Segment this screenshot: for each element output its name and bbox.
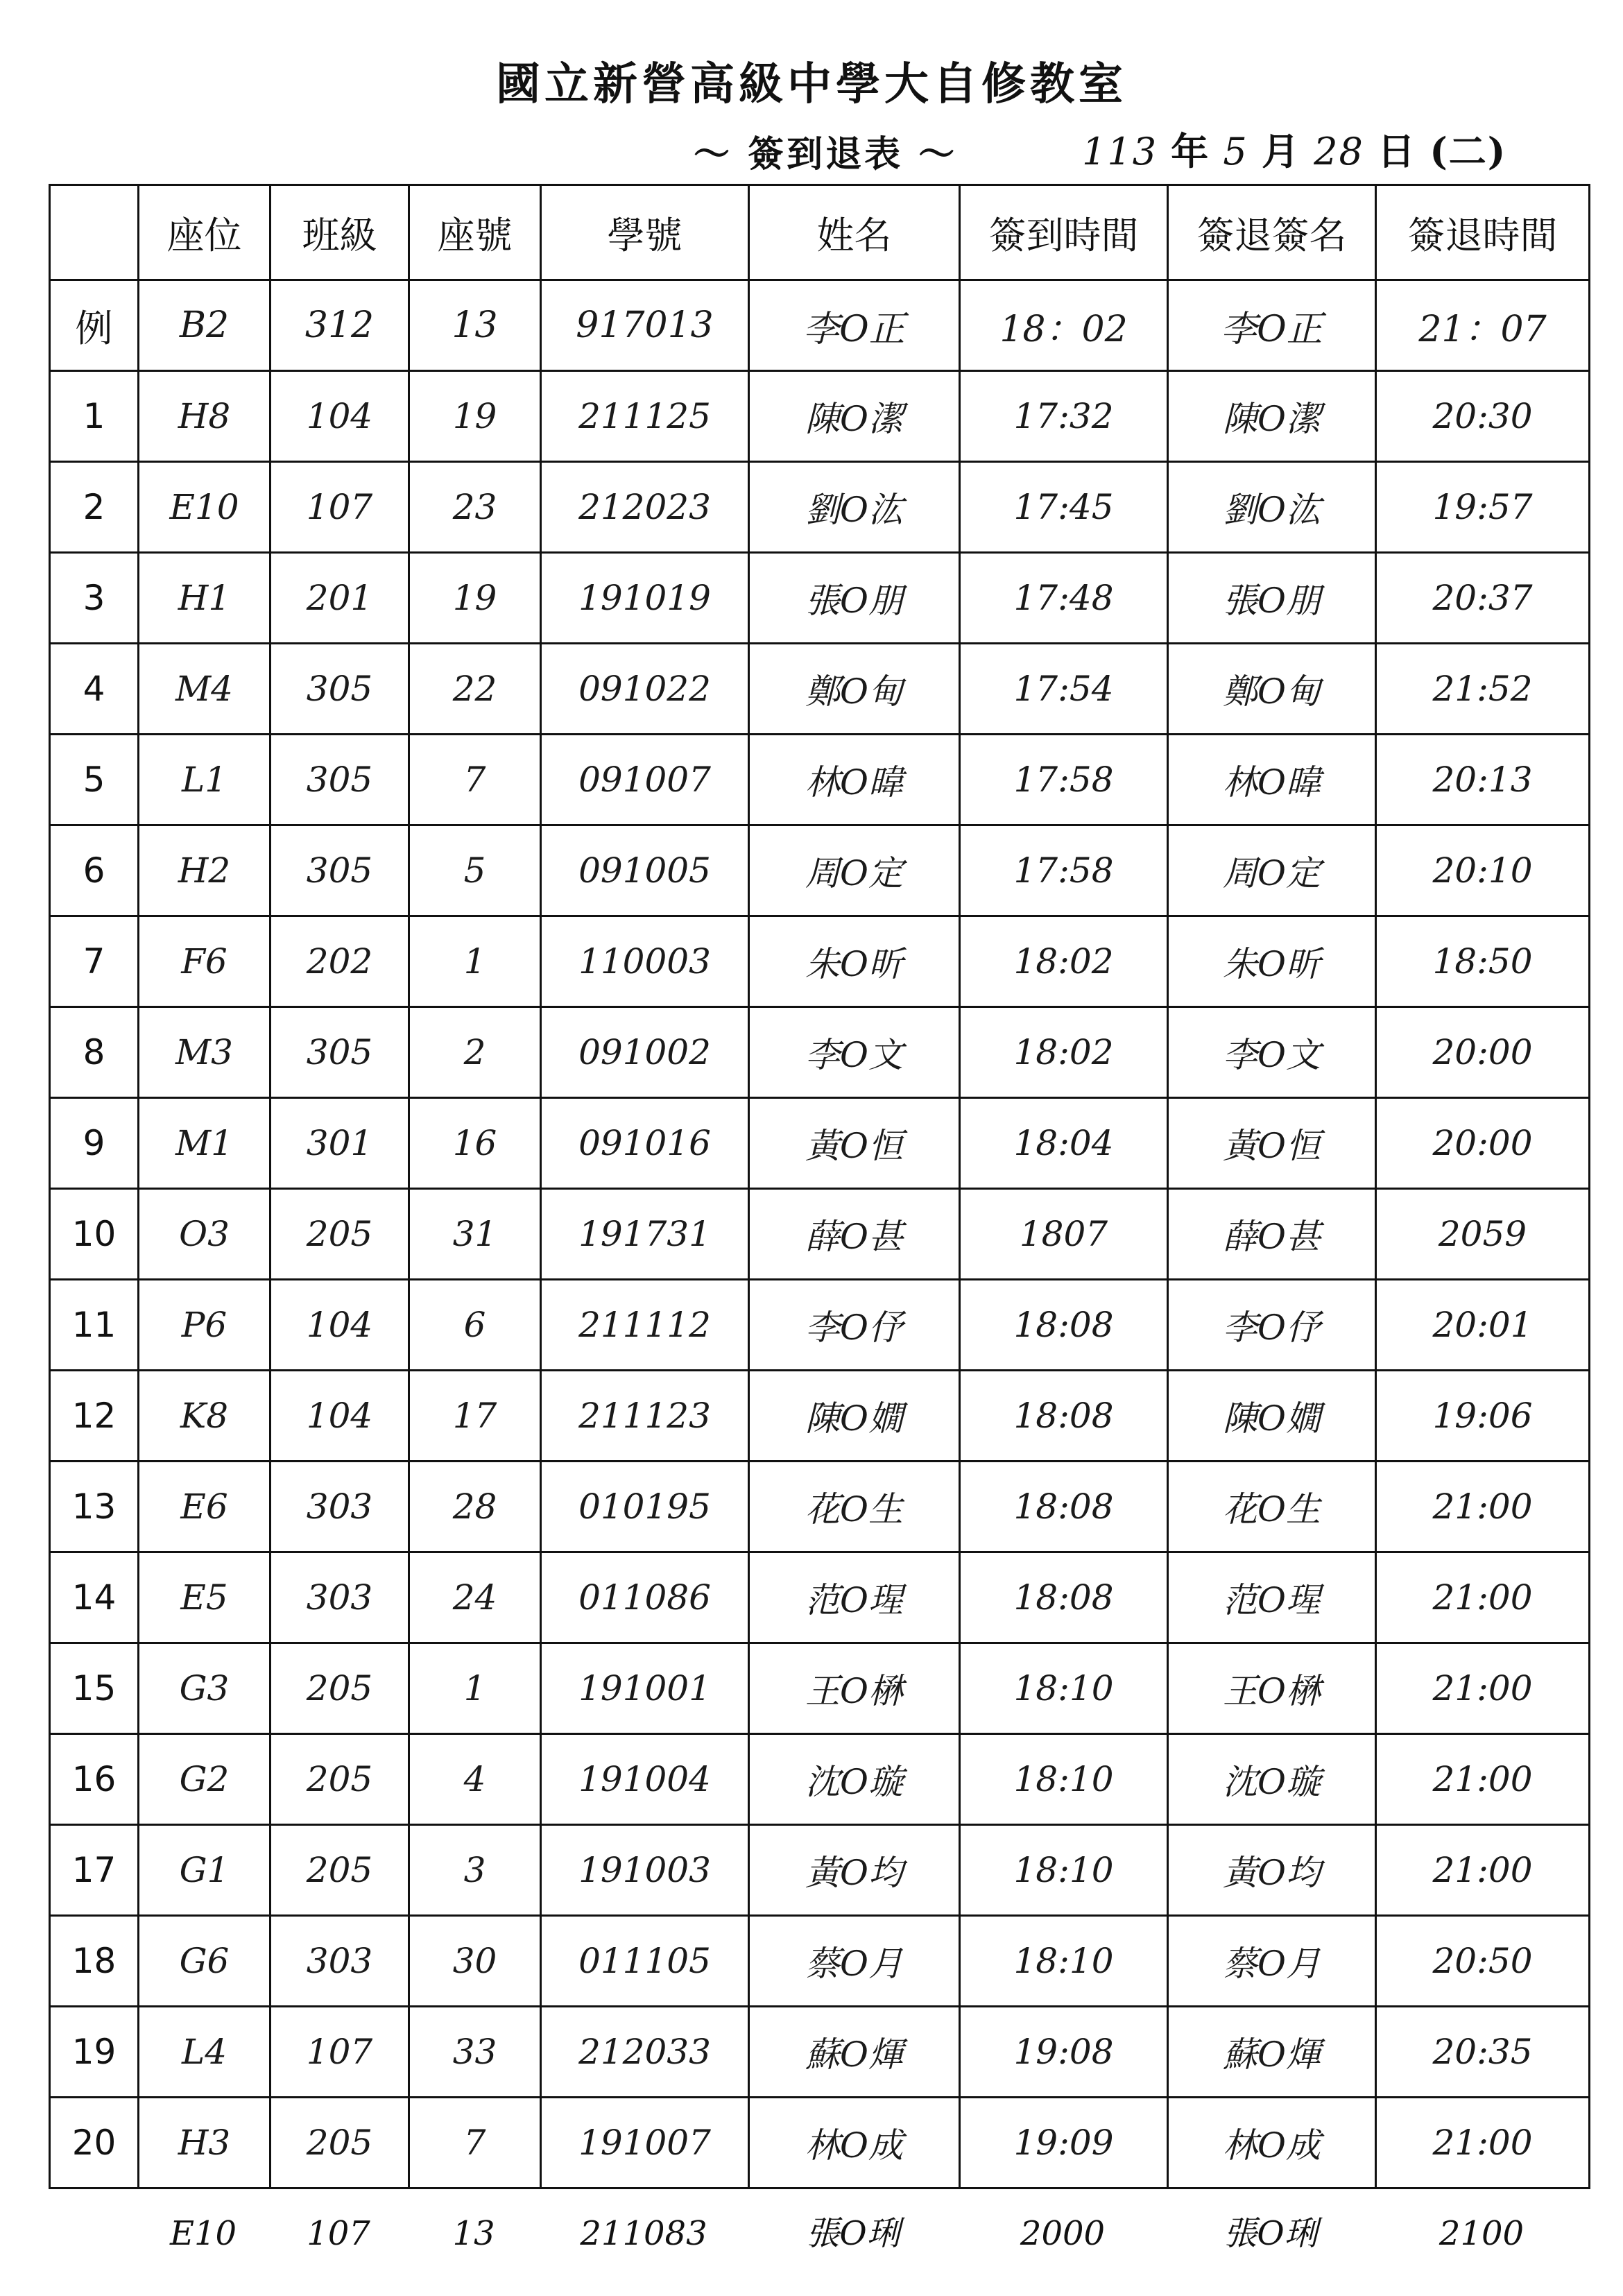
- cell-seat-no: 31: [409, 1189, 541, 1280]
- cell-seat: P6: [139, 1280, 270, 1371]
- cell-class: 205: [270, 2098, 409, 2188]
- cell-sign-in-time: 18:02: [960, 1007, 1168, 1098]
- cell-student-id: 191003: [541, 1825, 749, 1916]
- row-index: 6: [50, 825, 139, 916]
- table-row: [50, 1098, 1590, 1189]
- table-row: [50, 916, 1590, 1007]
- row-index: 20: [50, 2098, 139, 2188]
- cell-sign-out-signature: 蘇O煇: [1168, 2007, 1376, 2098]
- header-row: [50, 185, 1590, 280]
- cell-student-id: 010195: [541, 1462, 749, 1552]
- cell-name: 李O文: [749, 1007, 960, 1098]
- cell-sign-out-signature: 薛O甚: [1168, 1189, 1376, 1280]
- extra-row: [49, 2195, 1588, 2272]
- cell-sign-out-signature: 沈O璇: [1168, 1734, 1376, 1825]
- sign-in-table: [49, 184, 1590, 2189]
- cell-class: 104: [270, 371, 409, 462]
- extra-seat: E10: [169, 2214, 237, 2253]
- cell-student-id: 917013: [541, 280, 749, 371]
- cell-student-id: 212023: [541, 462, 749, 553]
- row-index: 16: [50, 1734, 139, 1825]
- cell-class: 205: [270, 1643, 409, 1734]
- cell-student-id: 212033: [541, 2007, 749, 2098]
- cell-student-id: 011086: [541, 1552, 749, 1643]
- table-row: [50, 2098, 1590, 2188]
- cell-sign-in-time: 1807: [960, 1189, 1168, 1280]
- cell-sign-out-signature: 李O文: [1168, 1007, 1376, 1098]
- cell-name: 林O暐: [749, 735, 960, 825]
- date-weekday: (二): [1429, 129, 1507, 173]
- cell-class: 305: [270, 825, 409, 916]
- cell-seat: G3: [139, 1643, 270, 1734]
- cell-seat: H8: [139, 371, 270, 462]
- cell-sign-out-signature: 鄭O甸: [1168, 644, 1376, 735]
- cell-sign-out-signature: 周O定: [1168, 825, 1376, 916]
- table-row: [50, 371, 1590, 462]
- table-row: [50, 1552, 1590, 1643]
- table-row: [50, 1280, 1590, 1371]
- cell-seat-no: 7: [409, 735, 541, 825]
- table-row: [50, 1643, 1590, 1734]
- cell-name: 陳O嫺: [749, 1371, 960, 1462]
- cell-class: 301: [270, 1098, 409, 1189]
- cell-name: 黃O恒: [749, 1098, 960, 1189]
- cell-seat: M3: [139, 1007, 270, 1098]
- cell-seat: E10: [139, 462, 270, 553]
- cell-student-id: 091007: [541, 735, 749, 825]
- cell-class: 305: [270, 1007, 409, 1098]
- cell-class: 312: [270, 280, 409, 371]
- cell-seat-no: 2: [409, 1007, 541, 1098]
- cell-sign-in-time: 19:09: [960, 2098, 1168, 2188]
- row-index: 4: [50, 644, 139, 735]
- cell-seat-no: 13: [409, 280, 541, 371]
- cell-name: 劉O汯: [749, 462, 960, 553]
- extra-index: [49, 2195, 137, 2272]
- table-row: [50, 1189, 1590, 1280]
- cell-class: 107: [270, 462, 409, 553]
- cell-class: 205: [270, 1189, 409, 1280]
- cell-sign-in-time: 17:45: [960, 462, 1168, 553]
- cell-seat-no: 5: [409, 825, 541, 916]
- cell-name: 林O成: [749, 2098, 960, 2188]
- table-row: [50, 825, 1590, 916]
- cell-name: 李O伃: [749, 1280, 960, 1371]
- form-title: 國立新營高級中學大自修教室: [496, 58, 1127, 110]
- cell-seat-no: 33: [409, 2007, 541, 2098]
- cell-student-id: 091002: [541, 1007, 749, 1098]
- date-month-unit: 月: [1261, 129, 1300, 173]
- date-year-unit: 年: [1171, 129, 1210, 173]
- cell-sign-out-time: 21:00: [1376, 1462, 1590, 1552]
- cell-sign-out-time: 21:00: [1376, 1643, 1590, 1734]
- col-sign-in-time: 簽到時間: [960, 185, 1168, 280]
- cell-sign-out-time: 20:00: [1376, 1007, 1590, 1098]
- extra-sign-out-signature: 張O琍: [1223, 2214, 1318, 2253]
- cell-seat: H1: [139, 553, 270, 644]
- cell-name: 花O生: [749, 1462, 960, 1552]
- row-index: 例: [50, 280, 139, 371]
- cell-class: 303: [270, 1916, 409, 2007]
- form-subtitle: ～ 簽到退表 ～: [694, 133, 958, 175]
- cell-sign-out-time: 20:50: [1376, 1916, 1590, 2007]
- extra-sign-in-time: 2000: [1020, 2214, 1106, 2253]
- cell-student-id: 091022: [541, 644, 749, 735]
- cell-sign-out-time: 20:30: [1376, 371, 1590, 462]
- cell-seat: B2: [139, 280, 270, 371]
- row-index: 2: [50, 462, 139, 553]
- row-index: 11: [50, 1280, 139, 1371]
- cell-seat: O3: [139, 1189, 270, 1280]
- cell-student-id: 191731: [541, 1189, 749, 1280]
- cell-sign-out-signature: 王O楙: [1168, 1643, 1376, 1734]
- col-sign-out-signature: 簽退簽名: [1168, 185, 1376, 280]
- cell-sign-in-time: 18:08: [960, 1552, 1168, 1643]
- cell-sign-in-time: 18:10: [960, 1643, 1168, 1734]
- cell-sign-out-signature: 林O成: [1168, 2098, 1376, 2188]
- table-row: [50, 462, 1590, 553]
- cell-sign-out-time: 20:13: [1376, 735, 1590, 825]
- cell-student-id: 211125: [541, 371, 749, 462]
- row-index: 13: [50, 1462, 139, 1552]
- cell-seat: E5: [139, 1552, 270, 1643]
- cell-seat: L1: [139, 735, 270, 825]
- cell-sign-in-time: 18:10: [960, 1825, 1168, 1916]
- row-index: 9: [50, 1098, 139, 1189]
- table-row: [50, 1734, 1590, 1825]
- cell-student-id: 091016: [541, 1098, 749, 1189]
- cell-sign-out-time: 21:00: [1376, 1552, 1590, 1643]
- cell-class: 202: [270, 916, 409, 1007]
- cell-sign-in-time: 17:58: [960, 735, 1168, 825]
- col-index: [50, 185, 139, 280]
- table-row: [50, 1007, 1590, 1098]
- col-student-id: 學號: [541, 185, 749, 280]
- cell-sign-out-time: 19:06: [1376, 1371, 1590, 1462]
- cell-class: 104: [270, 1280, 409, 1371]
- cell-sign-out-signature: 朱O昕: [1168, 916, 1376, 1007]
- cell-sign-in-time: 18:08: [960, 1462, 1168, 1552]
- cell-sign-in-time: 18:10: [960, 1916, 1168, 2007]
- cell-seat-no: 17: [409, 1371, 541, 1462]
- date-day: 28: [1314, 130, 1364, 173]
- cell-name: 王O楙: [749, 1643, 960, 1734]
- cell-name: 沈O璇: [749, 1734, 960, 1825]
- cell-seat: G2: [139, 1734, 270, 1825]
- form-date: [1082, 122, 1506, 175]
- cell-seat: M4: [139, 644, 270, 735]
- cell-sign-in-time: 17:48: [960, 553, 1168, 644]
- extra-class: 107: [307, 2214, 370, 2253]
- cell-sign-in-time: 18:10: [960, 1734, 1168, 1825]
- cell-name: 蘇O煇: [749, 2007, 960, 2098]
- extra-sign-out-time: 2100: [1439, 2214, 1525, 2253]
- cell-sign-in-time: 19:08: [960, 2007, 1168, 2098]
- cell-seat: F6: [139, 916, 270, 1007]
- cell-seat-no: 16: [409, 1098, 541, 1189]
- cell-sign-out-signature: 李O正: [1168, 280, 1376, 371]
- cell-sign-out-signature: 陳O嫺: [1168, 1371, 1376, 1462]
- row-index: 15: [50, 1643, 139, 1734]
- cell-name: 薛O甚: [749, 1189, 960, 1280]
- cell-name: 李O正: [749, 280, 960, 371]
- cell-sign-in-time: 17:32: [960, 371, 1168, 462]
- cell-sign-out-time: 21:00: [1376, 1825, 1590, 1916]
- cell-sign-in-time: 18:04: [960, 1098, 1168, 1189]
- cell-class: 305: [270, 644, 409, 735]
- cell-sign-out-signature: 劉O汯: [1168, 462, 1376, 553]
- cell-sign-out-signature: 陳O潔: [1168, 371, 1376, 462]
- cell-name: 黃O均: [749, 1825, 960, 1916]
- cell-name: 張O朋: [749, 553, 960, 644]
- cell-student-id: 011105: [541, 1916, 749, 2007]
- row-index: 19: [50, 2007, 139, 2098]
- cell-sign-out-signature: 范O瑆: [1168, 1552, 1376, 1643]
- cell-name: 范O瑆: [749, 1552, 960, 1643]
- cell-sign-out-signature: 黃O恒: [1168, 1098, 1376, 1189]
- cell-seat-no: 6: [409, 1280, 541, 1371]
- col-seat: 座位: [139, 185, 270, 280]
- cell-student-id: 110003: [541, 916, 749, 1007]
- cell-sign-in-time: 17:58: [960, 825, 1168, 916]
- cell-student-id: 091005: [541, 825, 749, 916]
- date-month: 5: [1223, 130, 1248, 173]
- cell-student-id: 191019: [541, 553, 749, 644]
- cell-sign-out-time: 19:57: [1376, 462, 1590, 553]
- date-year: 113: [1082, 130, 1158, 173]
- cell-sign-out-signature: 黃O均: [1168, 1825, 1376, 1916]
- cell-seat-no: 30: [409, 1916, 541, 2007]
- cell-sign-out-time: 20:00: [1376, 1098, 1590, 1189]
- table-row: [50, 1825, 1590, 1916]
- cell-class: 205: [270, 1825, 409, 1916]
- cell-seat-no: 1: [409, 916, 541, 1007]
- cell-seat-no: 24: [409, 1552, 541, 1643]
- row-index: 5: [50, 735, 139, 825]
- cell-name: 鄭O甸: [749, 644, 960, 735]
- col-seat-no: 座號: [409, 185, 541, 280]
- cell-class: 305: [270, 735, 409, 825]
- cell-seat-no: 1: [409, 1643, 541, 1734]
- date-day-unit: 日: [1377, 129, 1417, 173]
- cell-class: 104: [270, 1371, 409, 1462]
- cell-sign-out-signature: 林O暐: [1168, 735, 1376, 825]
- cell-sign-out-time: 21：07: [1376, 280, 1590, 371]
- row-index: 18: [50, 1916, 139, 2007]
- cell-sign-out-signature: 李O伃: [1168, 1280, 1376, 1371]
- cell-class: 205: [270, 1734, 409, 1825]
- row-index: 3: [50, 553, 139, 644]
- cell-seat: E6: [139, 1462, 270, 1552]
- cell-student-id: 211123: [541, 1371, 749, 1462]
- cell-seat-no: 19: [409, 371, 541, 462]
- cell-sign-out-time: 21:52: [1376, 644, 1590, 735]
- table-row: [50, 1916, 1590, 2007]
- col-name: 姓名: [749, 185, 960, 280]
- cell-sign-in-time: 18:02: [960, 916, 1168, 1007]
- cell-name: 蔡O月: [749, 1916, 960, 2007]
- row-index: 14: [50, 1552, 139, 1643]
- cell-sign-in-time: 18：02: [960, 280, 1168, 371]
- cell-seat-no: 19: [409, 553, 541, 644]
- row-index: 7: [50, 916, 139, 1007]
- table-row: [50, 644, 1590, 735]
- row-index: 1: [50, 371, 139, 462]
- cell-sign-out-signature: 花O生: [1168, 1462, 1376, 1552]
- cell-seat-no: 22: [409, 644, 541, 735]
- cell-seat-no: 28: [409, 1462, 541, 1552]
- cell-sign-out-time: 20:35: [1376, 2007, 1590, 2098]
- cell-class: 303: [270, 1462, 409, 1552]
- col-class: 班級: [270, 185, 409, 280]
- cell-sign-out-time: 21:00: [1376, 2098, 1590, 2188]
- cell-sign-out-time: 20:37: [1376, 553, 1590, 644]
- cell-seat: K8: [139, 1371, 270, 1462]
- extra-name: 張O琍: [806, 2214, 900, 2253]
- cell-seat: H3: [139, 2098, 270, 2188]
- cell-seat: H2: [139, 825, 270, 916]
- row-index: 17: [50, 1825, 139, 1916]
- cell-sign-out-time: 2059: [1376, 1189, 1590, 1280]
- table-row: [50, 1462, 1590, 1552]
- table-row: [50, 2007, 1590, 2098]
- cell-sign-in-time: 17:54: [960, 644, 1168, 735]
- cell-student-id: 191004: [541, 1734, 749, 1825]
- cell-student-id: 191001: [541, 1643, 749, 1734]
- cell-seat: M1: [139, 1098, 270, 1189]
- cell-sign-out-time: 21:00: [1376, 1734, 1590, 1825]
- table-row: [50, 735, 1590, 825]
- cell-class: 201: [270, 553, 409, 644]
- cell-sign-out-time: 20:01: [1376, 1280, 1590, 1371]
- cell-name: 陳O潔: [749, 371, 960, 462]
- cell-sign-in-time: 18:08: [960, 1371, 1168, 1462]
- col-sign-out-time: 簽退時間: [1376, 185, 1590, 280]
- table-row: [50, 553, 1590, 644]
- cell-seat-no: 23: [409, 462, 541, 553]
- cell-seat-no: 3: [409, 1825, 541, 1916]
- example-row: [50, 280, 1590, 371]
- row-index: 8: [50, 1007, 139, 1098]
- cell-class: 107: [270, 2007, 409, 2098]
- table-row: [50, 1371, 1590, 1462]
- extra-seat-no: 13: [452, 2214, 495, 2253]
- cell-class: 303: [270, 1552, 409, 1643]
- cell-sign-out-signature: 蔡O月: [1168, 1916, 1376, 2007]
- cell-name: 朱O昕: [749, 916, 960, 1007]
- cell-name: 周O定: [749, 825, 960, 916]
- cell-seat-no: 7: [409, 2098, 541, 2188]
- cell-student-id: 191007: [541, 2098, 749, 2188]
- cell-sign-out-signature: 張O朋: [1168, 553, 1376, 644]
- row-index: 10: [50, 1189, 139, 1280]
- cell-student-id: 211112: [541, 1280, 749, 1371]
- extra-student-id: 211083: [580, 2214, 707, 2253]
- cell-sign-in-time: 18:08: [960, 1280, 1168, 1371]
- cell-seat: L4: [139, 2007, 270, 2098]
- cell-sign-out-time: 20:10: [1376, 825, 1590, 916]
- row-index: 12: [50, 1371, 139, 1462]
- cell-seat-no: 4: [409, 1734, 541, 1825]
- cell-seat: G6: [139, 1916, 270, 2007]
- cell-sign-out-time: 18:50: [1376, 916, 1590, 1007]
- cell-seat: G1: [139, 1825, 270, 1916]
